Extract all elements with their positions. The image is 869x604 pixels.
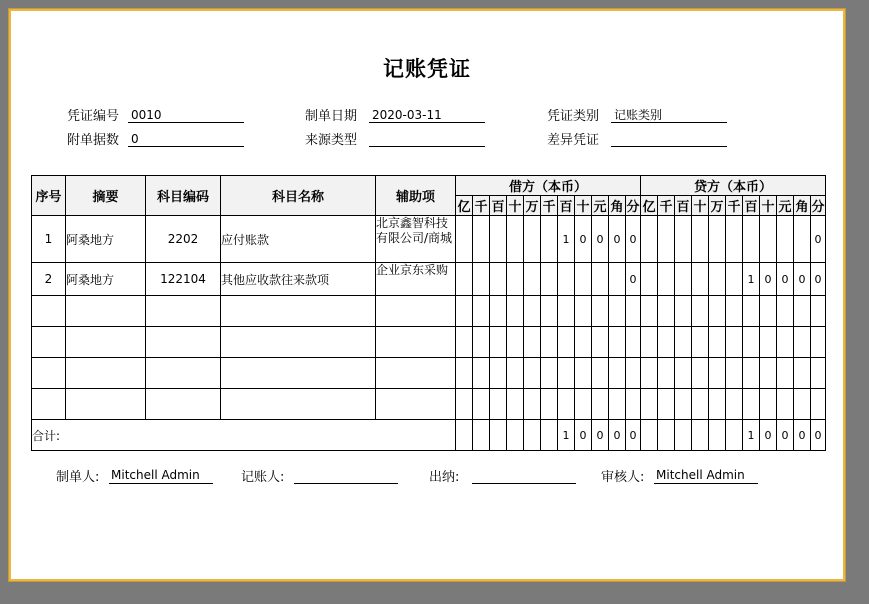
credit-digit-cell: [726, 263, 743, 296]
row-summary: 阿桑地方: [66, 263, 146, 296]
debit-digit-cell: [507, 216, 524, 263]
empty-cell: [456, 358, 473, 389]
row-seq: 1: [32, 216, 66, 263]
col-seq-header: 序号: [32, 176, 66, 216]
credit-digit-header: 万: [709, 196, 726, 216]
row-code: 122104: [146, 263, 221, 296]
debit-digit-cell: [490, 216, 507, 263]
credit-digit-header: 亿: [641, 196, 658, 216]
empty-cell: [146, 296, 221, 327]
empty-cell: [575, 327, 592, 358]
empty-cell: [146, 327, 221, 358]
col-code-header: 科目编码: [146, 176, 221, 216]
maker-label: 制单人:: [56, 470, 100, 485]
empty-cell: [709, 296, 726, 327]
row-aux: 北京鑫智科技有限公司/商城: [376, 216, 456, 263]
empty-cell: [558, 358, 575, 389]
cashier-field: [472, 467, 576, 484]
auditor-label: 审核人:: [601, 470, 645, 485]
empty-cell: [592, 389, 609, 420]
empty-cell: [743, 296, 760, 327]
credit-digit-cell: 0: [777, 263, 794, 296]
table-row-empty: [32, 389, 826, 420]
debit-digit-cell: 0: [609, 216, 626, 263]
empty-cell: [641, 296, 658, 327]
empty-cell: [66, 327, 146, 358]
total-credit-digit: [641, 420, 658, 451]
empty-cell: [709, 389, 726, 420]
empty-cell: [66, 358, 146, 389]
empty-cell: [507, 327, 524, 358]
debit-digit-cell: [524, 216, 541, 263]
empty-cell: [626, 327, 641, 358]
row-seq: 2: [32, 263, 66, 296]
credit-digit-cell: [794, 216, 811, 263]
total-debit-digit: [456, 420, 473, 451]
empty-cell: [743, 358, 760, 389]
total-credit-digit: 0: [794, 420, 811, 451]
diff-voucher-field: [611, 131, 727, 147]
empty-cell: [146, 358, 221, 389]
empty-cell: [692, 389, 709, 420]
credit-digit-cell: [658, 216, 675, 263]
empty-cell: [675, 327, 692, 358]
source-type-field: [369, 131, 485, 147]
voucher-no-label: 凭证编号: [67, 109, 120, 124]
empty-cell: [675, 358, 692, 389]
credit-digit-cell: [777, 216, 794, 263]
total-debit-digit: 0: [575, 420, 592, 451]
debit-digit-header: 百: [490, 196, 507, 216]
voucher-body: [32, 216, 826, 451]
empty-cell: [641, 389, 658, 420]
empty-cell: [376, 327, 456, 358]
total-debit-digit: [524, 420, 541, 451]
empty-cell: [146, 389, 221, 420]
empty-cell: [692, 358, 709, 389]
date-field: 2020-03-11: [369, 107, 485, 123]
empty-cell: [592, 327, 609, 358]
empty-cell: [709, 327, 726, 358]
empty-cell: [558, 296, 575, 327]
empty-cell: [743, 389, 760, 420]
debit-digit-header: 万: [524, 196, 541, 216]
credit-digit-header: 百: [675, 196, 692, 216]
empty-cell: [221, 389, 376, 420]
empty-cell: [541, 327, 558, 358]
empty-cell: [524, 296, 541, 327]
debit-digit-cell: [609, 263, 626, 296]
empty-cell: [743, 327, 760, 358]
empty-cell: [726, 389, 743, 420]
cashier-label: 出纳:: [429, 470, 460, 485]
voucher-table: [31, 175, 826, 451]
empty-cell: [66, 296, 146, 327]
row-summary: 阿桑地方: [66, 216, 146, 263]
total-debit-digit: 1: [558, 420, 575, 451]
debit-digit-cell: [524, 263, 541, 296]
debit-digit-header: 亿: [456, 196, 473, 216]
empty-cell: [490, 327, 507, 358]
debit-digit-cell: [541, 216, 558, 263]
date-label: 制单日期: [305, 109, 358, 124]
total-credit-digit: 0: [760, 420, 777, 451]
empty-cell: [658, 327, 675, 358]
empty-cell: [507, 389, 524, 420]
credit-digit-cell: 1: [743, 263, 760, 296]
empty-cell: [675, 296, 692, 327]
empty-cell: [473, 358, 490, 389]
debit-digit-cell: 0: [626, 216, 641, 263]
empty-cell: [221, 327, 376, 358]
empty-cell: [794, 296, 811, 327]
empty-cell: [490, 296, 507, 327]
credit-digit-cell: [641, 263, 658, 296]
total-debit-digit: 0: [626, 420, 641, 451]
row-account-name: 应付账款: [221, 216, 376, 263]
empty-cell: [32, 358, 66, 389]
empty-cell: [658, 358, 675, 389]
empty-cell: [376, 358, 456, 389]
credit-digit-cell: 0: [760, 263, 777, 296]
col-name-header: 科目名称: [221, 176, 376, 216]
credit-digit-cell: [709, 263, 726, 296]
total-credit-digit: [675, 420, 692, 451]
empty-cell: [609, 389, 626, 420]
empty-cell: [221, 296, 376, 327]
debit-digit-cell: [507, 263, 524, 296]
empty-cell: [692, 296, 709, 327]
debit-digit-cell: 1: [558, 216, 575, 263]
total-debit-digit: [490, 420, 507, 451]
credit-digit-header: 千: [658, 196, 675, 216]
total-row: [32, 420, 826, 451]
attach-label: 附单据数: [67, 133, 120, 148]
bookkeeper-label: 记账人:: [241, 470, 285, 485]
voucher-type-label: 凭证类别: [547, 109, 600, 124]
voucher-no-field: 0010: [128, 107, 244, 123]
empty-cell: [66, 389, 146, 420]
empty-cell: [490, 389, 507, 420]
debit-digit-header: 百: [558, 196, 575, 216]
empty-cell: [777, 296, 794, 327]
empty-cell: [473, 389, 490, 420]
empty-cell: [32, 327, 66, 358]
debit-digit-header: 十: [575, 196, 592, 216]
total-credit-digit: 0: [811, 420, 826, 451]
empty-cell: [626, 296, 641, 327]
total-credit-digit: [709, 420, 726, 451]
credit-digit-header: 千: [726, 196, 743, 216]
debit-digit-header: 十: [507, 196, 524, 216]
empty-cell: [592, 358, 609, 389]
debit-digit-header: 千: [541, 196, 558, 216]
attach-field: 0: [128, 131, 244, 147]
empty-cell: [507, 296, 524, 327]
debit-digit-cell: [558, 263, 575, 296]
empty-cell: [221, 358, 376, 389]
debit-digit-cell: [473, 263, 490, 296]
empty-cell: [626, 389, 641, 420]
empty-cell: [609, 327, 626, 358]
debit-digit-cell: 0: [575, 216, 592, 263]
empty-cell: [575, 358, 592, 389]
total-credit-digit: [726, 420, 743, 451]
voucher-title: 记账凭证: [383, 57, 471, 81]
total-label: 合计:: [32, 420, 456, 451]
credit-digit-cell: [743, 216, 760, 263]
debit-digit-cell: [541, 263, 558, 296]
total-credit-digit: [692, 420, 709, 451]
empty-cell: [760, 327, 777, 358]
source-type-label: 来源类型: [305, 133, 358, 148]
empty-cell: [658, 389, 675, 420]
empty-cell: [777, 327, 794, 358]
empty-cell: [709, 358, 726, 389]
empty-cell: [609, 358, 626, 389]
empty-cell: [794, 358, 811, 389]
debit-digit-cell: [473, 216, 490, 263]
total-debit-digit: [473, 420, 490, 451]
debit-header: 借方（本币）: [456, 176, 641, 196]
total-debit-digit: [541, 420, 558, 451]
credit-digit-header: 分: [811, 196, 826, 216]
credit-digit-header: 角: [794, 196, 811, 216]
empty-cell: [473, 327, 490, 358]
credit-digit-cell: [692, 263, 709, 296]
debit-digit-cell: [456, 263, 473, 296]
empty-cell: [811, 327, 826, 358]
credit-digit-cell: [709, 216, 726, 263]
empty-cell: [558, 389, 575, 420]
row-code: 2202: [146, 216, 221, 263]
empty-cell: [473, 296, 490, 327]
empty-cell: [658, 296, 675, 327]
voucher-type-field: 记账类别: [611, 107, 727, 123]
empty-cell: [726, 358, 743, 389]
row-account-name: 其他应收款往来款项: [221, 263, 376, 296]
empty-cell: [726, 327, 743, 358]
credit-digit-header: 百: [743, 196, 760, 216]
credit-digit-cell: [675, 216, 692, 263]
empty-cell: [524, 389, 541, 420]
empty-cell: [456, 389, 473, 420]
empty-cell: [456, 327, 473, 358]
table-row-empty: [32, 296, 826, 327]
table-row-empty: [32, 358, 826, 389]
table-row: [32, 263, 826, 296]
maker-field: Mitchell Admin: [109, 467, 213, 484]
debit-digit-header: 角: [609, 196, 626, 216]
empty-cell: [575, 296, 592, 327]
col-summary-header: 摘要: [66, 176, 146, 216]
credit-digit-header: 十: [692, 196, 709, 216]
total-credit-digit: [658, 420, 675, 451]
credit-digit-cell: 0: [811, 216, 826, 263]
empty-cell: [794, 327, 811, 358]
empty-cell: [32, 389, 66, 420]
diff-voucher-label: 差异凭证: [547, 133, 600, 148]
empty-cell: [760, 389, 777, 420]
credit-digit-cell: [641, 216, 658, 263]
table-row-empty: [32, 327, 826, 358]
empty-cell: [692, 327, 709, 358]
empty-cell: [760, 296, 777, 327]
credit-digit-cell: [658, 263, 675, 296]
debit-digit-header: 分: [626, 196, 641, 216]
credit-digit-header: 元: [777, 196, 794, 216]
empty-cell: [376, 389, 456, 420]
empty-cell: [541, 358, 558, 389]
credit-digit-cell: [726, 216, 743, 263]
total-debit-digit: [507, 420, 524, 451]
empty-cell: [32, 296, 66, 327]
empty-cell: [575, 389, 592, 420]
empty-cell: [541, 389, 558, 420]
col-aux-header: 辅助项: [376, 176, 456, 216]
empty-cell: [524, 358, 541, 389]
empty-cell: [592, 296, 609, 327]
debit-digit-cell: 0: [626, 263, 641, 296]
empty-cell: [456, 296, 473, 327]
debit-digit-cell: [575, 263, 592, 296]
empty-cell: [811, 296, 826, 327]
empty-cell: [507, 358, 524, 389]
credit-digit-cell: [692, 216, 709, 263]
empty-cell: [558, 327, 575, 358]
empty-cell: [541, 296, 558, 327]
total-debit-digit: 0: [609, 420, 626, 451]
credit-digit-header: 十: [760, 196, 777, 216]
debit-digit-header: 千: [473, 196, 490, 216]
empty-cell: [626, 358, 641, 389]
auditor-field: Mitchell Admin: [654, 467, 758, 484]
row-aux: 企业京东采购: [376, 263, 456, 296]
credit-digit-cell: [675, 263, 692, 296]
empty-cell: [675, 389, 692, 420]
credit-digit-cell: 0: [811, 263, 826, 296]
credit-header: 贷方（本币）: [641, 176, 826, 196]
table-row: [32, 216, 826, 263]
empty-cell: [490, 358, 507, 389]
debit-digit-cell: [490, 263, 507, 296]
credit-digit-cell: [760, 216, 777, 263]
debit-digit-cell: [592, 263, 609, 296]
empty-cell: [376, 296, 456, 327]
credit-digit-cell: 0: [794, 263, 811, 296]
bookkeeper-field: [294, 467, 398, 484]
total-debit-digit: 0: [592, 420, 609, 451]
total-credit-digit: 1: [743, 420, 760, 451]
empty-cell: [777, 389, 794, 420]
debit-digit-header: 元: [592, 196, 609, 216]
empty-cell: [641, 327, 658, 358]
empty-cell: [760, 358, 777, 389]
empty-cell: [609, 296, 626, 327]
empty-cell: [811, 389, 826, 420]
total-credit-digit: 0: [777, 420, 794, 451]
debit-digit-cell: 0: [592, 216, 609, 263]
empty-cell: [641, 358, 658, 389]
empty-cell: [794, 389, 811, 420]
empty-cell: [777, 358, 794, 389]
debit-digit-cell: [456, 216, 473, 263]
empty-cell: [726, 296, 743, 327]
empty-cell: [524, 327, 541, 358]
voucher-page: [9, 9, 845, 581]
empty-cell: [811, 358, 826, 389]
